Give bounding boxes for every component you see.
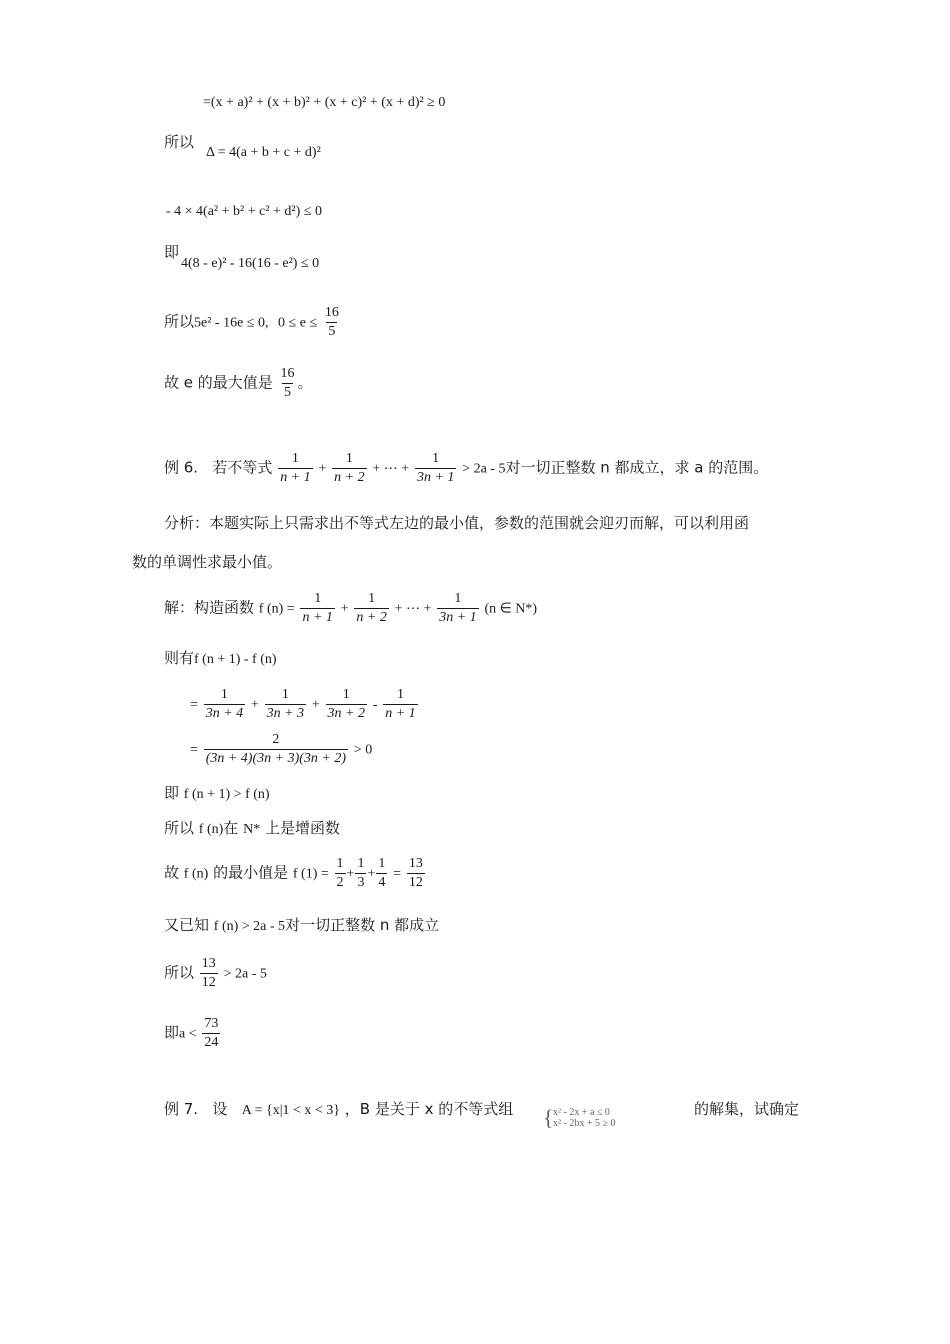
known-line: 又已知 f (n) > 2a - 5对一切正整数 n 都成立 [164,916,440,934]
fraction-73-24: $\frac{73}{24}$ [204,1016,219,1050]
set-a: A = {x|1 < x < 3} [241,1103,341,1118]
fraction-1-4: $\frac{1}{4}$ [378,856,386,890]
fraction-1-n2: $\frac{1}{n + 2}$ [334,451,365,485]
fraction-13-12: $\frac{13}{12}$ [201,956,216,990]
max-e-line: 故 e 的最大值是 $\frac{16}{5}$ 。 [164,366,313,400]
ie-label: 即 [164,243,180,261]
example-7-tail: 的解集，试确定 [694,1100,800,1118]
fraction-1-3n3: $\frac{1}{3n + 3}$ [266,687,305,721]
delta-expr: Δ = 4(a + b + c + d)² [206,145,321,160]
fraction-13-12: $\frac{13}{12}$ [408,856,423,890]
example-6-question: 对一切正整数 n 都成立，求 a 的范围。 [505,458,769,477]
fraction-1-3n2: $\frac{1}{3n + 2}$ [327,687,365,721]
difference-expr: f (n + 1) - f (n) [194,652,277,667]
example-7-line: 例 7. 设 A = {x|1 < x < 3} ，B 是关于 x 的不等式组 [164,1100,514,1118]
max-e-text: 故 e 的最大值是 [164,373,273,392]
difference-line: 则有f (n + 1) - f (n) [164,649,277,667]
analysis-line-1: 分析：本题实际上只需求出不等式左边的最小值，参数的范围就会迎刃而解，可以利用函 [164,514,750,532]
fraction-16-5: $\frac{16}{5}$ [324,305,339,339]
fraction-1-3: $\frac{1}{3}$ [357,856,365,890]
solution-line: 解：构造函数 f (n) = $\frac{1}{n + 1}$ + $\frac{1}{n + 2}$ + ⋯ + $\frac{1}{3n + 1}$ (n ∈ N*) [164,591,538,625]
fraction-1-n2: $\frac{1}{n + 2}$ [356,591,387,625]
fraction-16-5: $\frac{16}{5}$ [280,366,295,400]
inequality-system: { x² - 2x + a ≤ 0 x² - 2bx + 5 ≥ 0 [543,1105,616,1130]
example-6-text: 若不等式 [212,458,273,477]
fraction-1-2: $\frac{1}{2}$ [336,856,344,890]
difference-result: = $\frac{2}{(3n + 4)(3n + 3)(3n + 2)}$ > 0 [190,732,373,766]
minimum-line: 故 f (n) 的最小值是 f (1) = $\frac{1}{2}$ + $\frac{1}{3}$ + $\frac{1}{4}$ = $\frac{13}{12}$ [164,856,423,890]
e-range-line [164,306,342,339]
analysis-line-2: 数的单调性求最小值。 [132,553,283,571]
expand-line: =(x + a)² + (x + b)² + (x + c)² + (x + d)² ≥ 0 [203,95,446,110]
example-7-label: 例 7. [164,1100,199,1118]
fraction-1-n1: $\frac{1}{n + 1}$ [280,451,311,485]
monotone-line: 所以 f (n)在 N* 上是增函数 [164,819,341,837]
therefore-label: 所以 [164,312,195,331]
fraction-1-3n4: $\frac{1}{3n + 4}$ [205,687,244,721]
fraction-1-3n1: $\frac{1}{3n + 1}$ [439,591,477,625]
fraction-1-n1: $\frac{1}{n + 1}$ [385,687,416,721]
e-inequality: 4(8 - e)² - 16(16 - e²) ≤ 0 [181,256,320,271]
domain-note: (n ∈ N*) [484,601,538,617]
e-bound: 0 ≤ e ≤ [278,315,318,331]
fraction-1-3n1: $\frac{1}{3n + 1}$ [416,451,455,485]
conclusion-line: 所以 $\frac{13}{12}$ > 2a - 5 [164,956,267,990]
increasing-line: 即 f (n + 1) > f (n) [164,784,270,802]
fraction-1-n1: $\frac{1}{n + 1}$ [302,591,333,625]
solution-label: 解：构造函数 [164,598,255,617]
quad-ineq: 5e² - 16e ≤ 0, [194,315,269,331]
example-6-label: 例 6. [164,458,199,477]
therefore-label: 所以 [164,133,195,151]
delta-tail: - 4 × 4(a² + b² + c² + d²) ≤ 0 [166,204,322,219]
difference-expansion: = $\frac{1}{3n + 4}$ + $\frac{1}{3n + 3}$ + $\frac{1}{3n + 2}$ - $\frac{1}{n + 1}$ [190,687,416,721]
answer-line: 即a < $\frac{73}{24}$ [164,1016,219,1050]
example-6-line: 例 6. 若不等式 $\frac{1}{n + 1}$ + $\frac{1}{n + 2}$ + ⋯ + $\frac{1}{3n + 1}$ > 2a - 5对一切正整数 n 都成立，求 a 的范围。 [164,451,769,485]
rhs: > 2a - 5 [462,461,506,477]
fraction-2-product: $\frac{2}{(3n + 4)(3n + 3)(3n + 2)}$ [205,732,347,766]
